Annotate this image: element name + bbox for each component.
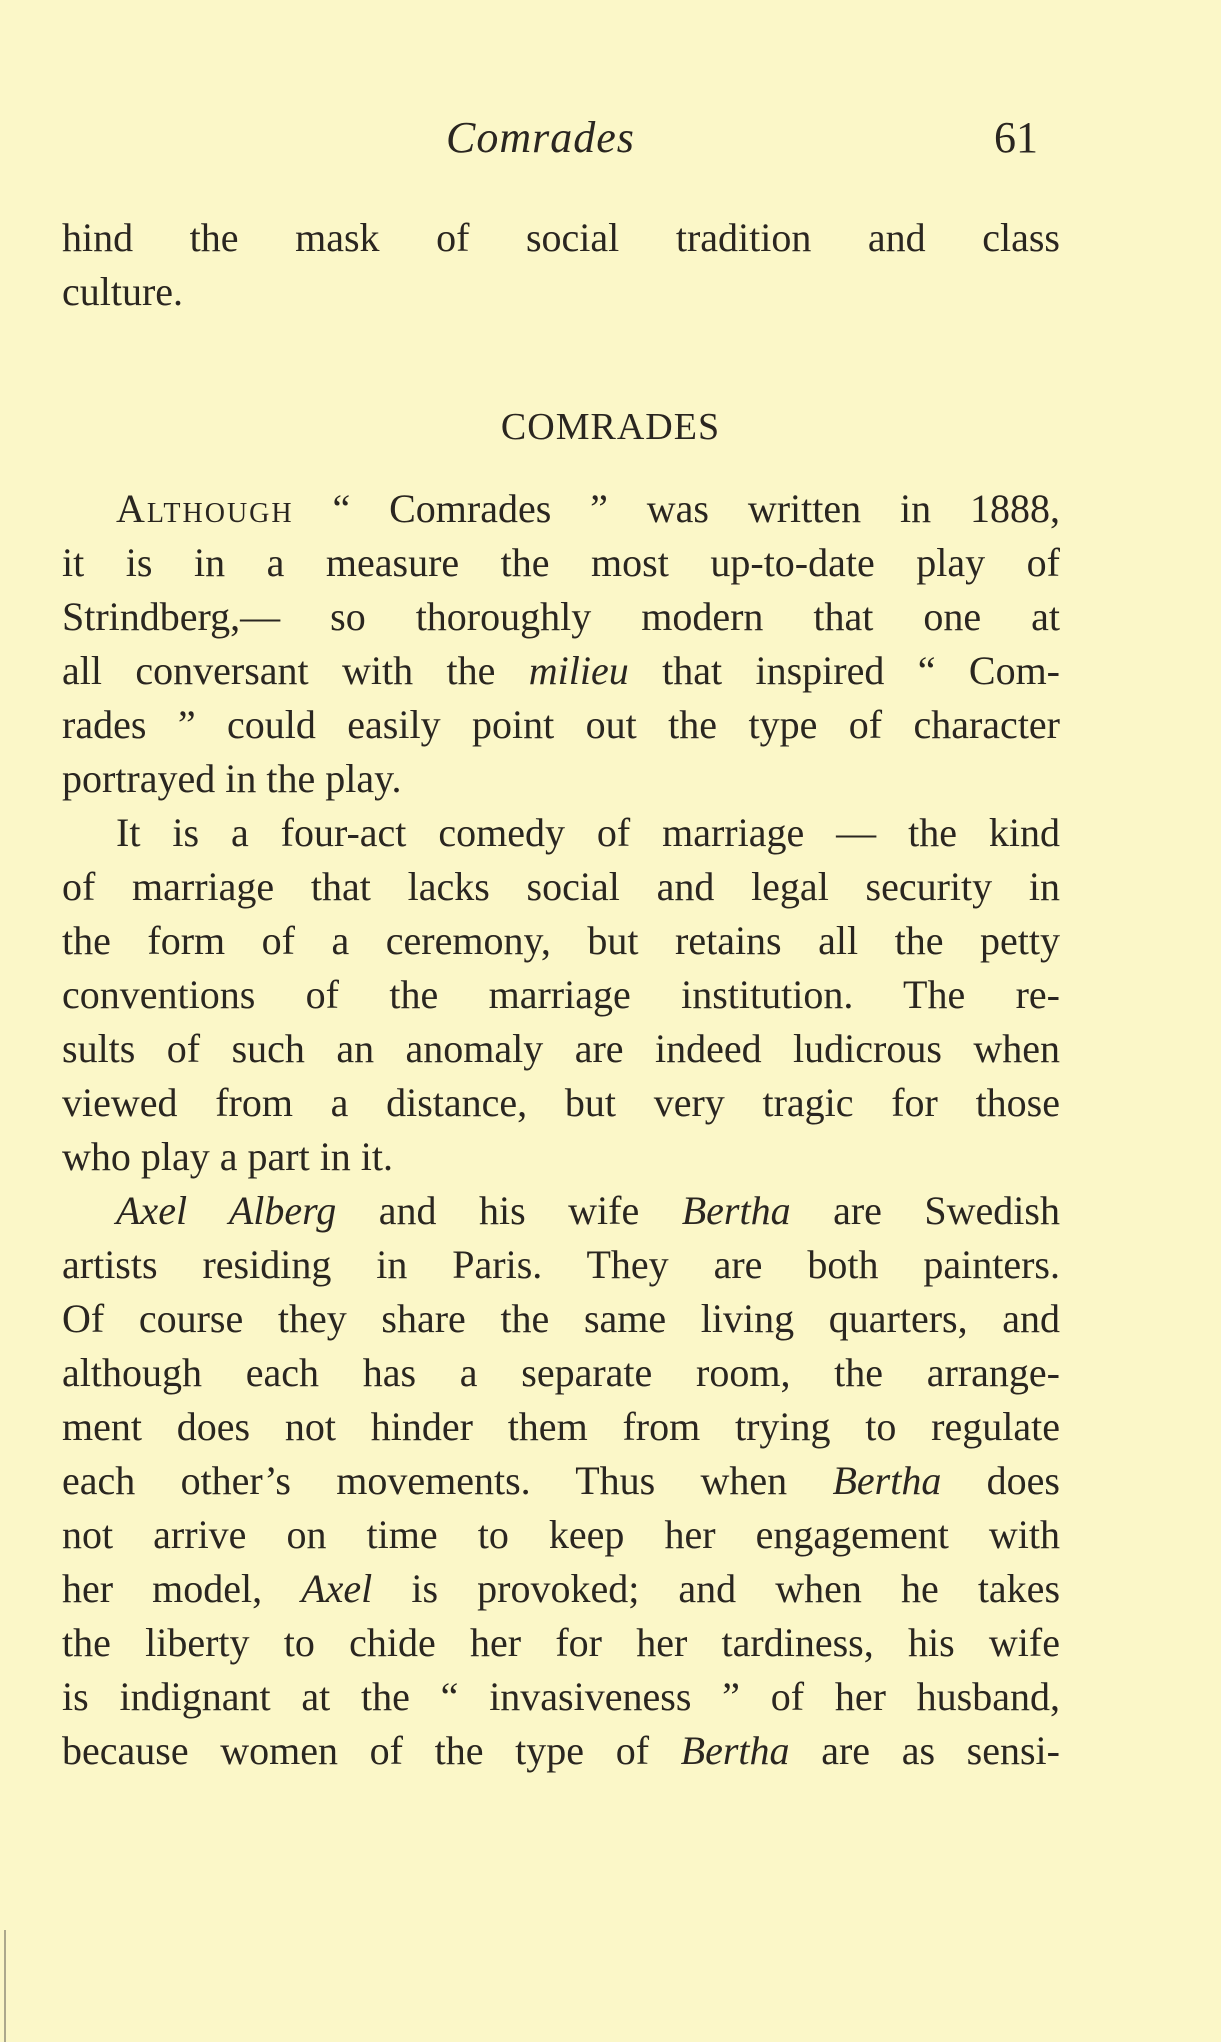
text-line: sults of such an anomaly are indeed ludicrous when: [62, 1026, 1060, 1071]
text-line: ment does not hinder them from trying to regulate: [62, 1404, 1060, 1449]
italic-term: milieu: [528, 648, 629, 693]
text-span: “ Comrades ” was written in 1888,: [293, 486, 1060, 531]
italic-name: Axel Alberg: [116, 1188, 337, 1233]
text-line: rades ” could easily point out the type of character: [62, 702, 1060, 747]
page-number: 61: [994, 113, 1038, 162]
italic-name: Bertha: [832, 1458, 942, 1503]
text-line: of marriage that lacks social and legal security in: [62, 864, 1060, 909]
text-span: her model,: [62, 1566, 302, 1611]
page-edge-mark: [4, 1930, 6, 2042]
text-line: who play a part in it.: [62, 1134, 394, 1179]
text-line: conventions of the marriage institution. The re-: [62, 972, 1060, 1017]
italic-name: Bertha: [680, 1728, 790, 1773]
text-span: is provoked; and when he takes: [372, 1566, 1061, 1611]
text-line: [62, 644, 1060, 698]
text-line: the liberty to chide her for her tardiness, his wife: [62, 1620, 1060, 1665]
text-span: all conversant with the: [62, 648, 529, 693]
text-line: artists residing in Paris. They are both painters.: [62, 1242, 1060, 1287]
text-line: the form of a ceremony, but retains all the petty: [62, 918, 1060, 963]
text-span: and his wife: [336, 1188, 682, 1233]
text-line: [62, 1454, 1060, 1508]
text-line: Of course they share the same living quarters, and: [62, 1296, 1060, 1341]
text-line: culture.: [62, 269, 184, 314]
text-line: viewed from a distance, but very tragic for those: [62, 1080, 1060, 1125]
running-head: [0, 112, 1221, 172]
text-line: [62, 1562, 1060, 1616]
text-line: [62, 1184, 1060, 1238]
text-span: are Swedish: [790, 1188, 1060, 1233]
text-line: hind the mask of social tradition and class: [62, 215, 1060, 260]
text-span: each other’s movements. Thus when: [62, 1458, 833, 1503]
text-line: It is a four-act comedy of marriage — the kind: [116, 810, 1060, 855]
opening-word: Although: [116, 486, 294, 531]
text-line: portrayed in the play.: [62, 756, 402, 801]
text-span: does: [941, 1458, 1060, 1503]
italic-name: Axel: [301, 1566, 373, 1611]
text-line: Strindberg,— so thoroughly modern that one at: [62, 594, 1060, 639]
text-line: [62, 1724, 1060, 1778]
text-line: [62, 482, 1060, 536]
text-line: although each has a separate room, the arrange-: [62, 1350, 1060, 1395]
text-span: that inspired “ Com-: [628, 648, 1060, 693]
text-line: not arrive on time to keep her engagement with: [62, 1512, 1060, 1557]
text-span: because women of the type of: [62, 1728, 681, 1773]
text-line: it is in a measure the most up-to-date play of: [62, 540, 1060, 585]
italic-name: Bertha: [681, 1188, 791, 1233]
section-heading: COMRADES: [500, 406, 721, 448]
text-line: is indignant at the “ invasiveness ” of her husband,: [62, 1674, 1060, 1719]
text-span: are as sensi-: [789, 1728, 1060, 1773]
running-title: Comrades: [446, 113, 635, 162]
